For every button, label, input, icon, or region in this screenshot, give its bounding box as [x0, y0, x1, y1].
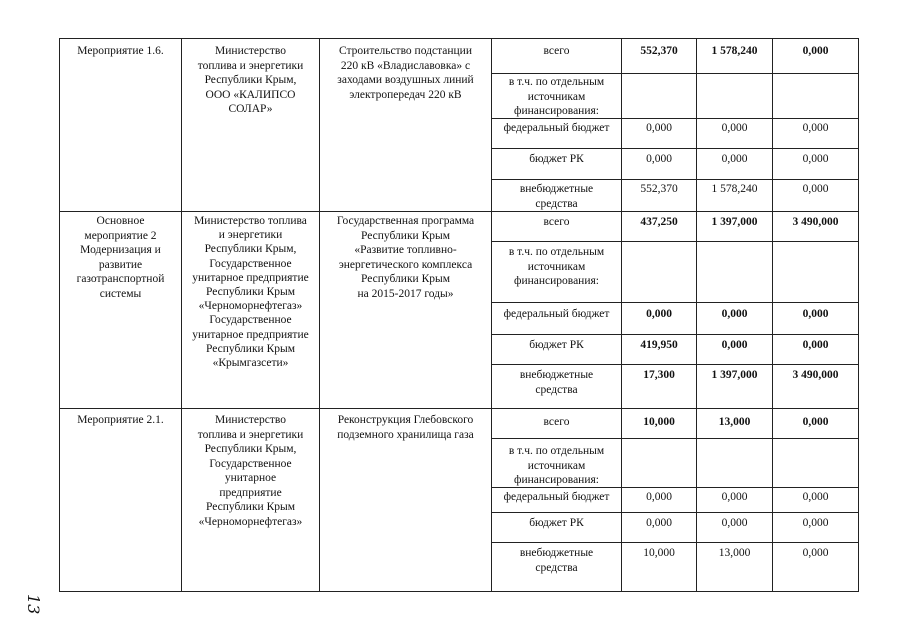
- value-2015-total: 437,250: [640, 216, 678, 228]
- value-2017-federal: 0,000: [802, 491, 829, 503]
- table-border-bottom: [59, 591, 859, 592]
- value-2017-extra: 0,000: [802, 547, 829, 559]
- executor-cell: Министерство топлива и энергетики Республики Крым, ООО «КАЛИПСО СОЛАР»: [197, 45, 304, 115]
- value-2016-rk: 0,000: [721, 517, 748, 529]
- label-rk: бюджет РК: [529, 153, 584, 165]
- value-2016-rk: 0,000: [721, 153, 748, 165]
- label-incl: в т.ч. по отдельным источникам финансирования:: [508, 76, 605, 117]
- subrow-separator: [491, 241, 859, 242]
- label-rk: бюджет РК: [529, 517, 584, 529]
- value-2017-federal: 0,000: [802, 122, 829, 134]
- description-cell: Государственная программа Республики Крым «Развитие топливно- энергетического комплекса Республики Крым на 2015-2017 годы»: [336, 215, 475, 300]
- value-2016-extra: 1 578,240: [711, 183, 758, 195]
- subrow-separator: [491, 334, 859, 335]
- value-2016-total: 13,000: [718, 416, 751, 428]
- label-federal: федеральный бюджет: [503, 308, 610, 320]
- row-separator: [59, 211, 859, 212]
- label-total: всего: [543, 45, 570, 57]
- value-2017-rk: 0,000: [802, 153, 829, 165]
- label-rk: бюджет РК: [529, 339, 584, 351]
- table-divider: [319, 38, 320, 592]
- value-2015-federal: 0,000: [646, 308, 672, 320]
- label-incl: в т.ч. по отдельным источникам финансирования:: [508, 445, 605, 486]
- label-total: всего: [543, 216, 570, 228]
- value-2017-total: 0,000: [802, 416, 829, 428]
- subrow-separator: [491, 73, 859, 74]
- value-2016-total: 1 397,000: [711, 216, 758, 228]
- executor-cell: Министерство топлива и энергетики Республики Крым, Государственное унитарное предприятие Республики Крым «Черноморнефтегаз» Государственное унитарное предприятие Республики Крым «Крымгазсети»: [192, 215, 309, 370]
- value-2015-extra: 10,000: [643, 547, 675, 559]
- event-name: Основное мероприятие 2 Модернизация и развитие газотранспортной системы: [76, 215, 165, 300]
- row-separator: [59, 408, 859, 409]
- page-number-mark: 13: [24, 594, 43, 615]
- value-2016-total: 1 578,240: [711, 45, 758, 57]
- subrow-separator: [491, 179, 859, 180]
- event-name: Мероприятие 1.6.: [77, 45, 164, 57]
- value-2017-federal: 0,000: [802, 308, 829, 320]
- subrow-separator: [491, 302, 859, 303]
- label-total: всего: [543, 416, 570, 428]
- subrow-separator: [491, 364, 859, 365]
- value-2016-federal: 0,000: [721, 308, 748, 320]
- label-extra: внебюджетные средства: [519, 547, 594, 574]
- value-2015-federal: 0,000: [646, 491, 672, 503]
- value-2015-federal: 0,000: [646, 122, 672, 134]
- event-name: Мероприятие 2.1.: [77, 414, 164, 426]
- label-extra: внебюджетные средства: [519, 183, 594, 210]
- label-extra: внебюджетные средства: [519, 369, 594, 396]
- value-2017-rk: 0,000: [802, 517, 829, 529]
- value-2015-extra: 17,300: [643, 369, 675, 381]
- value-2015-extra: 552,370: [640, 183, 678, 195]
- value-2015-total: 552,370: [640, 45, 678, 57]
- label-federal: федеральный бюджет: [503, 491, 610, 503]
- table-border-top: [59, 38, 859, 39]
- description-cell: Строительство подстанции 220 кВ «Владиславовка» с заходами воздушных линий электропередач 220 кВ: [337, 45, 474, 101]
- label-incl: в т.ч. по отдельным источникам финансирования:: [508, 246, 605, 287]
- value-2016-rk: 0,000: [721, 339, 748, 351]
- value-2016-federal: 0,000: [721, 491, 748, 503]
- value-2017-rk: 0,000: [802, 339, 829, 351]
- table-border-left: [59, 38, 60, 592]
- value-2017-total: 0,000: [802, 45, 829, 57]
- table-border-right: [858, 38, 859, 592]
- value-2016-extra: 1 397,000: [711, 369, 758, 381]
- label-federal: федеральный бюджет: [503, 122, 610, 134]
- description-cell: Реконструкция Глебовского подземного хранилища газа: [337, 414, 474, 441]
- value-2016-federal: 0,000: [721, 122, 748, 134]
- value-2017-total: 3 490,000: [792, 216, 839, 228]
- value-2015-rk: 0,000: [646, 153, 672, 165]
- value-2015-rk: 419,950: [640, 339, 678, 351]
- value-2017-extra: 0,000: [802, 183, 829, 195]
- value-2015-rk: 0,000: [646, 517, 672, 529]
- subrow-separator: [491, 512, 859, 513]
- subrow-separator: [491, 148, 859, 149]
- subrow-separator: [491, 438, 859, 439]
- value-2017-extra: 3 490,000: [792, 369, 839, 381]
- value-2016-extra: 13,000: [718, 547, 751, 559]
- executor-cell: Министерство топлива и энергетики Республики Крым, Государственное унитарное предприятие Республики Крым «Черноморнефтегаз»: [197, 414, 304, 528]
- value-2015-total: 10,000: [643, 416, 675, 428]
- subrow-separator: [491, 542, 859, 543]
